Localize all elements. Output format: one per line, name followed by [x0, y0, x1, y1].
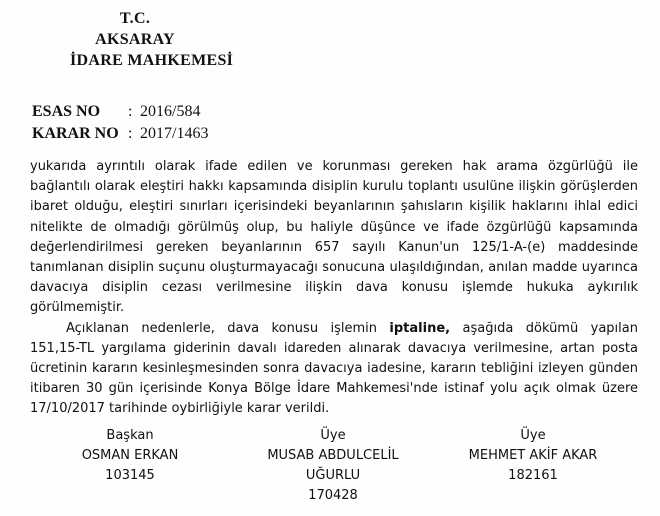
text-line: 17/10/2017 tarihinde oybirliğiyle karar verildi. [30, 401, 330, 417]
text-line: nitelikte de olmadığı görülmüş olup, bu haliyle düşünce ve ifade özgürlüğü kapsamında [30, 219, 638, 235]
signature-name-cont: UĞURLU [305, 468, 361, 483]
signature-name: MEHMET AKİF AKAR [468, 448, 598, 463]
text-line: 151,15-TL yargılama giderinin davalı idareden alınarak davacıya verilmesine, artan posta [30, 340, 638, 356]
text-line: yukarıda ayrıntılı olarak ifade edilen ve korunması gereken hak arama özgürlüğü ile [30, 159, 638, 174]
signature-number: 182161 [508, 468, 558, 483]
karar-row [32, 123, 208, 145]
text-line: görülmemiştir. [30, 300, 125, 316]
karar-value: 2017/1463 [140, 125, 209, 142]
header-court-name: İDARE MAHKEMESİ [70, 52, 234, 69]
header-city: AKSARAY [95, 31, 175, 48]
karar-label: KARAR NO [32, 125, 119, 142]
paragraph-reasoning [30, 157, 638, 319]
signature-member-1 [248, 426, 418, 506]
esas-row [32, 101, 208, 123]
signature-number: 103145 [105, 468, 155, 483]
text-line: davacıya disiplin cezası verilmesine ilişkin dava konusu işlemde hukuka aykırılık [30, 280, 638, 296]
verdict-keyword: iptaline, [389, 320, 451, 336]
text-line: ücretinin kararın kesinleşmesinden sonra davacıya iadesine, kararın tebliğini izleyen günden [30, 361, 638, 377]
verdict-text-end: aşağıda dökümü yapılan [450, 320, 638, 336]
signature-name: OSMAN ERKAN [81, 448, 179, 463]
text-line: bağlantılı olarak eleştiri hakkı kapsamında disiplin kurulu toplantı usulüne ilişkin görüşlerden [30, 179, 638, 195]
decision-text [30, 157, 638, 420]
signature-role: Başkan [106, 428, 154, 443]
esas-value: 2016/584 [140, 103, 201, 120]
karar-separator: : [128, 125, 133, 142]
esas-separator: : [128, 103, 133, 120]
text-line [30, 319, 638, 339]
signature-president [72, 426, 188, 486]
text-line: itibaren 30 gün içerisinde Konya Bölge İdare Mahkemesi'nde istinaf yolu açık olmak üzere [30, 381, 638, 397]
verdict-text-start: Açıklanan nedenlerle, dava konusu işlemin [66, 320, 390, 336]
signature-number: 170428 [308, 488, 358, 503]
text-line: değerlendirilmesi gereken beyanlarının 657 sayılı Kanun'un 125/1-A-(e) maddesinde [30, 239, 638, 255]
header-country: T.C. [119, 10, 151, 27]
paragraph-verdict [30, 319, 638, 420]
text-line: ibaret olduğu, eleştiri sınırları içerisindeki beyanlarının şahısların kişilik haklarını ihlal edici [30, 199, 638, 215]
signature-role: Üye [320, 428, 346, 443]
signature-role: Üye [520, 428, 546, 443]
court-header [70, 8, 234, 71]
signature-member-2 [448, 426, 618, 486]
signature-name: MUSAB ABDULCELİL [267, 448, 399, 463]
text-line: tanımlanan disiplin suçunu oluşturmayacağı sonucuna ulaşıldığından, anılan madde uyarınca [30, 260, 638, 276]
esas-label: ESAS NO [32, 103, 101, 120]
case-numbers [32, 101, 208, 145]
